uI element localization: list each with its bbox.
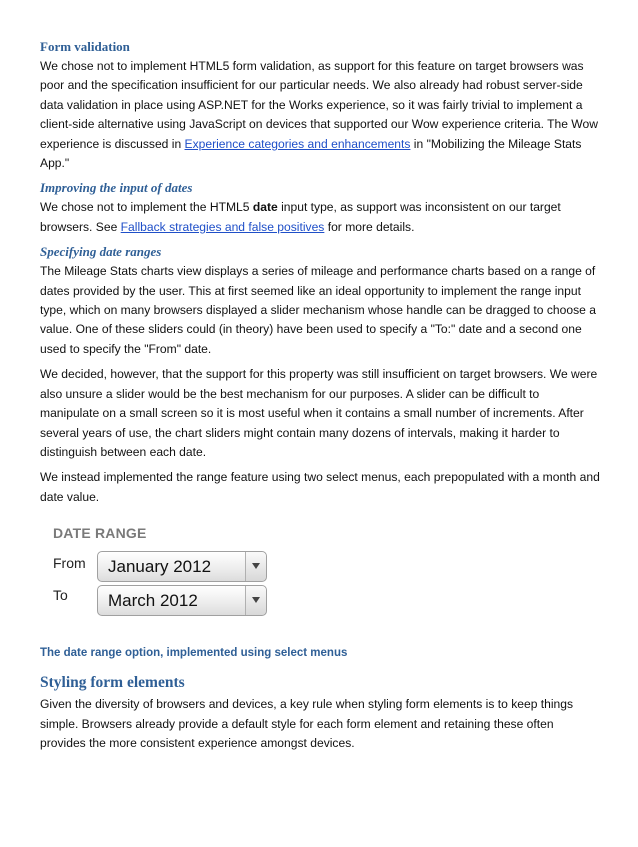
chevron-down-icon bbox=[252, 597, 260, 603]
from-select-value: January 2012 bbox=[108, 557, 212, 577]
paragraph-ranges-3: We instead implemented the range feature using two select menus, each prepopulated with a month and date value. bbox=[40, 470, 600, 504]
to-select[interactable] bbox=[97, 585, 267, 616]
improving-dates-text-mid: input type, as support was inconsistent on our target browsers. See bbox=[40, 200, 561, 234]
from-select[interactable] bbox=[97, 551, 267, 582]
to-label: To bbox=[53, 587, 68, 604]
form-validation-text: We chose not to implement HTML5 form validation, as support for this feature on target browsers was poor and the specification insufficient for our particular needs. We also already had robust server-side data validation in place using ASP.NET for the Works experience, so it was fairly trivial to implement a client-side alternative using JavaScript on devices that supported our Wow experience criteria. The Wow experience is discussed in bbox=[40, 59, 598, 151]
heading-specifying-date-ranges: Specifying date ranges bbox=[40, 244, 162, 260]
from-select-arrow[interactable] bbox=[245, 552, 266, 581]
paragraph-ranges-2: We decided, however, that the support for this property was still insufficient on target browsers. We were also unsure a slider would be the best mechanism for our purposes. A slider can be difficult to manipulate on a small screen so it is most useful when it contains a small number of increments. After several years of use, the chart sliders might contain many dozens of intervals, making it harder to distinguish between each date. bbox=[40, 367, 598, 459]
improving-dates-text: We chose not to implement the HTML5 bbox=[40, 200, 253, 215]
heading-form-validation: Form validation bbox=[40, 39, 130, 54]
form-validation-text-end: in "Mobilizing the Mileage Stats App." bbox=[40, 136, 582, 171]
link-experience-categories[interactable]: Experience categories and enhancements bbox=[184, 136, 411, 151]
date-keyword: date bbox=[252, 200, 278, 215]
paragraph-ranges-1: The Mileage Stats charts view displays a series of mileage and performance charts based on a range of dates provided by the user. This at first seemed like an ideal opportunity to implement the range input type, which on many browsers displayed a slider mechanism whose handle can be dragged to choose a value. One of these sliders could (in theory) have been used to specify a "To:" date and a second one used to specify the "From" date. bbox=[40, 264, 596, 356]
heading-improving-dates: Improving the input of dates bbox=[40, 180, 193, 196]
from-label: From bbox=[53, 555, 86, 572]
paragraph-improving-dates bbox=[40, 198, 600, 237]
figure-caption: The date range option, implemented using select menus bbox=[40, 647, 348, 660]
paragraph-styling: Given the diversity of browsers and devices, a key rule when styling form elements is to keep things simple. Browsers already provide a default style for each form element and retaining these often provides the more consistent experience amongst devices. bbox=[40, 697, 574, 750]
date-range-title: DATE RANGE bbox=[53, 525, 147, 542]
to-select-value: March 2012 bbox=[108, 591, 198, 611]
improving-dates-text-end: for more details. bbox=[324, 219, 415, 234]
link-fallback-strategies[interactable]: Fallback strategies and false positives bbox=[120, 219, 325, 234]
paragraph-form-validation bbox=[40, 57, 600, 173]
chevron-down-icon bbox=[252, 563, 260, 569]
date-range-figure bbox=[40, 515, 600, 635]
content-column bbox=[40, 38, 600, 759]
heading-styling-form-elements: Styling form elements bbox=[40, 674, 185, 692]
to-select-arrow[interactable] bbox=[245, 586, 266, 615]
